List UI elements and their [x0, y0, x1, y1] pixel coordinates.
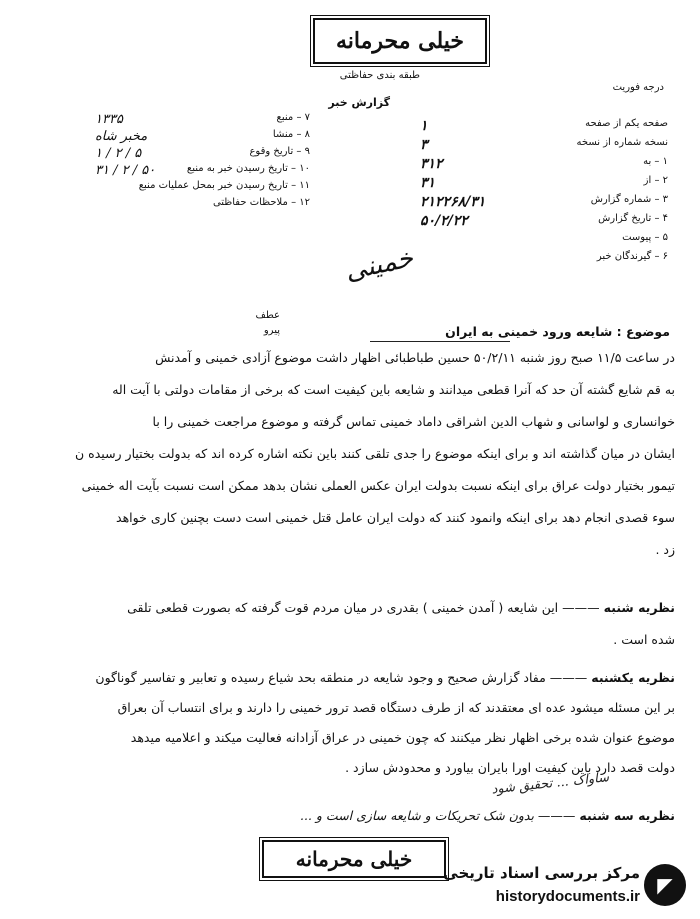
right-field-value: ۱: [420, 118, 428, 134]
body-line: زد .: [655, 542, 675, 557]
right-field-value: ۳۱: [420, 175, 436, 191]
handwritten-note: ساواک ... تحقیق شود: [490, 770, 610, 798]
right-field-row: [420, 232, 668, 250]
left-field-label: ۸ – منشا: [272, 129, 310, 140]
right-field-row: [420, 194, 668, 212]
view-tuesday-label: نظریه سه شنبه: [579, 808, 675, 823]
left-field-label: ۱۱ – تاریخ رسیدن خبر بمحل عملیات منبع: [138, 180, 310, 191]
view-saturday-label: نظریه شنبه: [603, 600, 675, 615]
subject-line: موضوع : شایعه ورود خمینی به ایران: [445, 324, 670, 339]
right-field-label: ۱ – به: [643, 156, 668, 167]
body-line: در ساعت ۱۱/۵ صبح روز شنبه ۵۰/۲/۱۱ حسین طباطبائی اظهار داشت موضوع آزادی خمینی و آمدنش: [155, 350, 675, 365]
body-line: سوء قصدی انجام دهد برای اینکه وانمود کنند که دولت ایران عامل قتل خمینی است دست بچنین کاری خواهد: [116, 510, 675, 525]
watermark-url: historydocuments.ir: [495, 888, 640, 905]
left-field-value: مخبر شاه: [95, 129, 148, 144]
right-field-value: ۳۱۲: [420, 156, 443, 172]
view-sunday-line: بر این مسئله میشود عده ای معتقدند که از طرف دستگاه قصد ترور خمینی را دارند و برای انتساب آن بعراق: [117, 700, 675, 715]
view-sunday-line: دولت قصد دارد باین کیفیت اورا بایران بیاورد و محدودش سازد .: [345, 760, 675, 775]
view-tuesday: نظریه سه شنبه ——— بدون شک تحریکات و شایعه سازی است و ...: [300, 808, 675, 823]
left-field-value: ۱ / ۲ / ۵: [95, 146, 142, 161]
right-field-label: نسخه شماره از نسخه: [576, 137, 668, 148]
right-field-value: ۲۱۲۲۶۸/۳۱: [420, 194, 486, 210]
report-title: گزارش خبر: [328, 96, 390, 109]
bottom-classification-stamp: خیلی محرمانه: [262, 840, 446, 878]
view-saturday-text2: شده است .: [613, 632, 675, 647]
left-field-label: ۷ – منبع: [276, 112, 310, 123]
right-field-row: [420, 213, 668, 231]
left-field-label: ۱۰ – تاریخ رسیدن خبر به منبع: [186, 163, 310, 174]
left-field-value: ۱۳۳۵: [95, 112, 123, 127]
body-line: ایشان در میان گذاشته اند و برای اینکه موضوع را جدی تلقی کنند باین نکته اشاره کرده اند که بدولت بختیار رسیده ن: [75, 446, 675, 461]
left-field-row: [95, 163, 310, 179]
right-field-label: ۶ – گیرندگان خبر: [596, 251, 668, 262]
right-field-value: ۵۰/۲/۲۲: [420, 213, 468, 229]
view-sunday-line: موضوع عنوان شده برخی اظهار نظر میکنند که چون خمینی در عراق آزادانه فعالیت میکند و اعلامیه میدهد: [130, 730, 675, 745]
left-field-label: ۹ – تاریخ وقوع: [249, 146, 310, 157]
view-sunday-label: نظریه یکشنبه: [591, 670, 675, 685]
right-field-value: ۳: [420, 137, 428, 153]
left-field-row: [95, 112, 310, 128]
right-field-label: ۵ – پیوست: [622, 232, 668, 243]
watermark-title: مرکز بررسی اسناد تاریخی: [443, 864, 640, 882]
right-field-label: صفحه یکم از صفحه: [585, 118, 668, 129]
peyro-label: پیرو: [263, 325, 280, 336]
right-field-label: ۳ – شماره گزارش: [590, 194, 668, 205]
top-classification-stamp: خیلی محرمانه: [313, 18, 487, 64]
right-field-label: ۴ – تاریخ گزارش: [598, 213, 668, 224]
atf-label: عطف: [255, 310, 280, 321]
category-label: طبقه بندی حفاظتی: [339, 70, 420, 81]
right-field-row: [420, 137, 668, 155]
left-field-value: ۳۱ / ۲ / ۵۰: [95, 163, 156, 178]
left-field-row: [95, 197, 310, 213]
right-field-row: [420, 175, 668, 193]
watermark-logo-icon: ◤: [644, 864, 686, 906]
left-field-row: [95, 180, 310, 196]
view-saturday-text: این شایعه ( آمدن خمینی ) بقدری در میان مردم قوت گرفته که بصورت قطعی تلقی: [127, 600, 559, 615]
right-field-label: ۲ – از: [643, 175, 668, 186]
body-line: تیمور بختیار دولت عراق برای اینکه نسبت بدولت ایران عکس العملی نشان بدهد ممکن است نسبت بآیت اله خمینی: [81, 478, 675, 493]
view-saturday: نظریه شنبه ——— این شایعه ( آمدن خمینی ) بقدری در میان مردم قوت گرفته که بصورت قطعی تلقی: [127, 600, 675, 615]
right-field-row: [420, 251, 668, 269]
left-field-label: ۱۲ – ملاحظات حفاظتی: [212, 197, 310, 208]
view-tuesday-text: بدون شک تحریکات و شایعه سازی است و ...: [300, 808, 534, 823]
priority-label: درجه فوریت: [612, 82, 664, 93]
left-field-row: [95, 129, 310, 145]
body-line: به قم شایع گشته آن حد که آنرا قطعی میدانند و شایعه باین کیفیت است که برخی از مقامات دولتی با آیت اله: [112, 382, 675, 397]
right-field-row: [420, 156, 668, 174]
right-field-row: [420, 118, 668, 136]
left-field-row: [95, 146, 310, 162]
view-sunday: نظریه یکشنبه ——— مفاد گزارش صحیح و وجود شایعه در منطقه بحد شیاع رسیده و تعابیر و تفاسیر گوناگون: [95, 670, 675, 685]
handwritten-signature: خمینی: [342, 243, 416, 287]
watermark: [400, 860, 690, 915]
view-sunday-text: مفاد گزارش صحیح و وجود شایعه در منطقه بحد شیاع رسیده و تعابیر و تفاسیر گوناگون: [95, 670, 546, 685]
body-line: خوانساری و لواسانی و شهاب الدین اشراقی داماد خمینی تماس گرفته و موضوع مراجعت خمینی را با: [152, 414, 675, 429]
